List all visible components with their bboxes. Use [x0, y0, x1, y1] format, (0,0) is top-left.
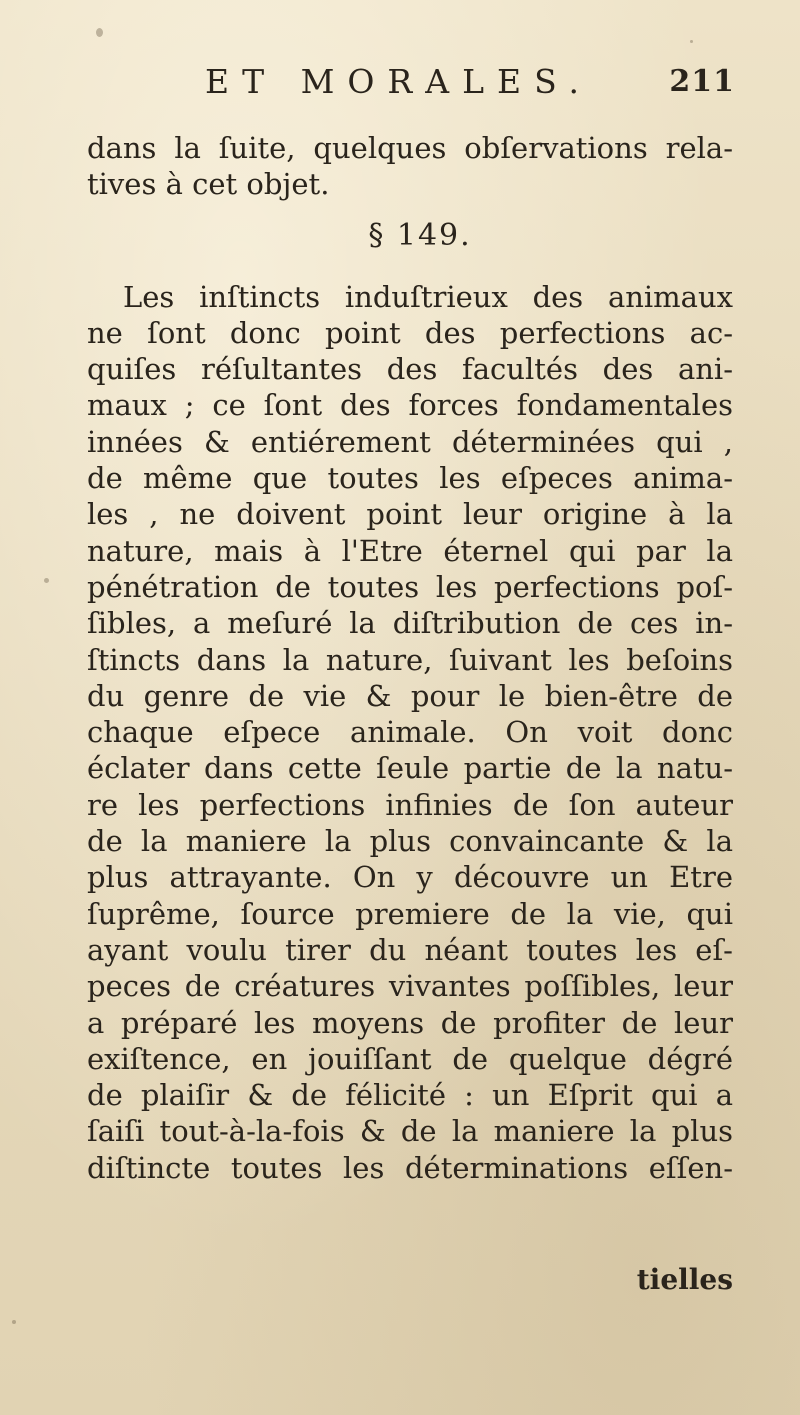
- text-line: de la maniere la plus convaincante & la: [87, 824, 733, 859]
- text-line: tives à cet objet.: [87, 167, 330, 202]
- text-line: diſtincte toutes les déterminations eſſen-: [87, 1150, 733, 1185]
- text-line: de même que toutes les eſpeces anima-: [87, 461, 733, 496]
- text-line: ſibles, a meſuré la diſtribution de ces in-: [87, 606, 733, 641]
- text-line: nature, mais à l'Etre éternel qui par la: [87, 533, 733, 568]
- text-line: plus attrayante. On y découvre un Etre: [87, 860, 733, 895]
- text-line: du genre de vie & pour le bien-être de: [87, 678, 733, 713]
- text-line: innées & entiérement déterminées qui ,: [87, 424, 733, 459]
- text-line: exiſtence, en jouiſſant de quelque dégré: [87, 1041, 733, 1076]
- text-line: re les perfections infinies de ſon auteur: [87, 787, 733, 822]
- running-title: ET MORALES.: [205, 62, 593, 101]
- paper-speck: [12, 1320, 16, 1324]
- text-line: peces de créatures vivantes poſſibles, leur: [87, 969, 733, 1004]
- text-line: ſtincts dans la nature, ſuivant les beſoins: [87, 642, 733, 677]
- text-line: ſaiſi tout-à-la-fois & de la maniere la plus: [87, 1114, 733, 1149]
- body-text: [87, 130, 733, 1186]
- text-line: quiſes réſultantes des facultés des ani-: [87, 352, 733, 387]
- paper-speck: [690, 40, 693, 43]
- paper-speck: [44, 578, 49, 583]
- text-line: éclater dans cette ſeule partie de la natu-: [87, 751, 733, 786]
- text-line: a préparé les moyens de profiter de leur: [87, 1005, 733, 1040]
- text-line: ne ſont donc point des perfections ac-: [87, 315, 733, 350]
- page-header: [205, 62, 735, 106]
- text-line: dans la ſuite, quelques obſervations rela-: [87, 131, 733, 165]
- text-line: pénétration de toutes les perfections poſ-: [87, 569, 733, 604]
- text-line: maux ; ce ſont des forces fondamentales: [87, 388, 733, 423]
- section-heading: § 149.: [368, 217, 472, 253]
- text-line: les , ne doivent point leur origine à la: [87, 497, 733, 532]
- catchword: tielles: [636, 1263, 733, 1296]
- text-line: chaque eſpece animale. On voit donc: [87, 715, 733, 750]
- text-line: ſuprême, ſource premiere de la vie, qui: [87, 896, 733, 931]
- paper-speck: [96, 28, 103, 37]
- page-number: 211: [669, 64, 735, 99]
- text-line: ayant voulu tirer du néant toutes les eſ-: [87, 932, 733, 967]
- text-line: Les inſtincts induſtrieux des animaux: [123, 279, 733, 314]
- text-line: de plaiſir & de félicité : un Eſprit qui a: [87, 1078, 733, 1113]
